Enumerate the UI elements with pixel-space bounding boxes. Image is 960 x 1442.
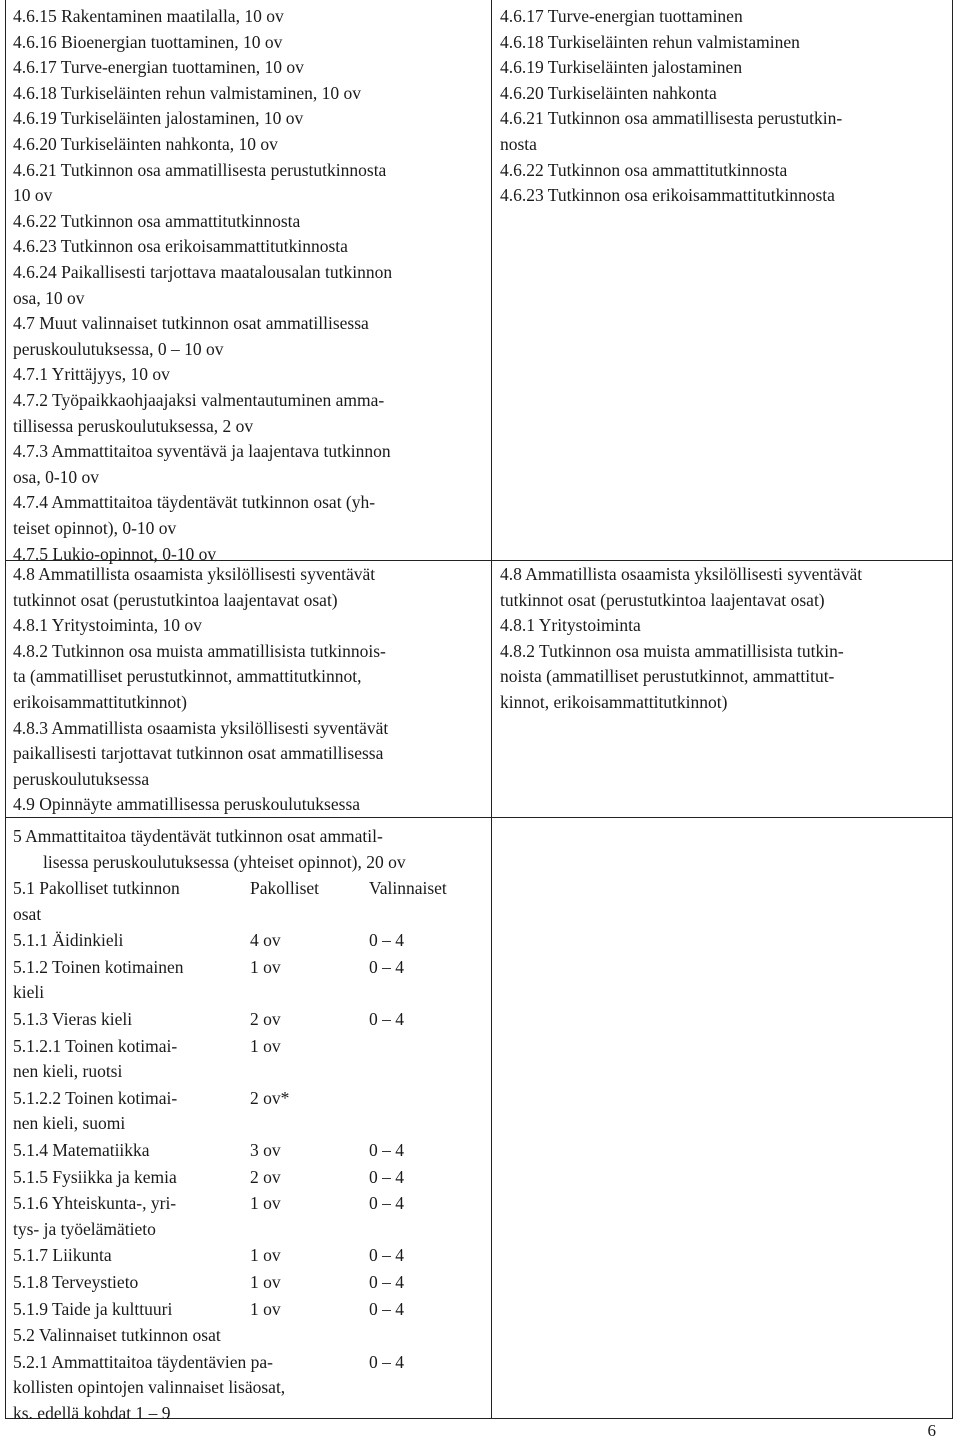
table-cell-optional: Valinnaiset <box>369 878 447 898</box>
table-cell-name: ks. edellä kohdat 1 – 9 <box>13 1403 171 1423</box>
text-line: tillisessa peruskoulutuksessa, 2 ov <box>13 415 254 436</box>
text-line: 4.8 Ammatillista osaamista yksilöllisesti syventävät <box>500 564 863 584</box>
text-line: peruskoulutuksessa, 0 – 10 ov <box>13 338 224 359</box>
table-cell-name: 5.2 Valinnaiset tutkinnon osat <box>13 1325 221 1346</box>
text-line: 4.8.1 Yritystoiminta, 10 ov <box>13 615 202 636</box>
table-cell-name: 5.1.2.2 Toinen kotimai- <box>13 1087 178 1108</box>
table-cell-optional: 0 – 4 <box>369 1140 404 1160</box>
table-cell-name: 5.1.6 Yhteiskunta-, yri- <box>13 1193 177 1214</box>
table-cell-optional: 0 – 4 <box>369 930 404 951</box>
text-line: 4.6.23 Tutkinnon osa erikoisammattitutkinnosta <box>500 185 835 206</box>
table-cell-name: osat <box>13 903 42 924</box>
table-cell-name: nen kieli, ruotsi <box>13 1061 123 1082</box>
table-cell-optional: 0 – 4 <box>369 1351 404 1372</box>
text-line: 4.6.18 Turkiseläinten rehun valmistaminen <box>500 31 800 52</box>
text-line: 4.7.5 Lukio-opinnot, 0-10 ov <box>13 543 217 564</box>
text-line: nosta <box>500 134 537 154</box>
table-cell-optional: 0 – 4 <box>369 1272 404 1292</box>
table-cell-mandatory: 1 ov <box>250 1298 281 1319</box>
table-cell-mandatory: Pakolliset <box>250 878 320 898</box>
table-cell-name: 5.1.7 Liikunta <box>13 1245 112 1266</box>
text-line: 4.8.3 Ammatillista osaamista yksilöllisesti syventävät <box>13 717 389 738</box>
table-cell-name: 5.1.4 Matematiikka <box>13 1140 150 1160</box>
text-line: 4.6.22 Tutkinnon osa ammattitutkinnosta <box>500 159 788 180</box>
table-cell-name: 5.1.1 Äidinkieli <box>13 930 124 951</box>
text-line: 4.8.2 Tutkinnon osa muista ammatillisista tutkin- <box>500 640 844 661</box>
table-cell-mandatory: 1 ov <box>250 956 281 977</box>
text-line: 4.8 Ammatillista osaamista yksilöllisesti syventävät <box>13 564 376 584</box>
text-line: peruskoulutuksessa <box>13 768 150 789</box>
table-cell-name: 5.1.3 Vieras kieli <box>13 1009 133 1029</box>
text-line: 4.6.22 Tutkinnon osa ammattitutkinnosta <box>13 210 301 231</box>
text-line: noista (ammatilliset perustutkinnot, ammattitut- <box>500 666 835 687</box>
text-line: 4.6.16 Bioenergian tuottaminen, 10 ov <box>13 31 283 52</box>
table-cell-mandatory: 1 ov <box>250 1245 281 1266</box>
text-line: lisessa peruskoulutuksessa (yhteiset opinnot), 20 ov <box>43 851 406 872</box>
text-line: 4.6.18 Turkiseläinten rehun valmistaminen, 10 ov <box>13 82 362 103</box>
text-line: osa, 10 ov <box>13 287 85 308</box>
table-cell-mandatory: 1 ov <box>250 1035 281 1056</box>
table-cell-name: kollisten opintojen valinnaiset lisäosat, <box>13 1377 286 1398</box>
row-divider-right-1 <box>491 560 953 561</box>
table-cell-optional: 0 – 4 <box>369 1193 404 1214</box>
text-line: 4.7.4 Ammattitaitoa täydentävät tutkinnon osat (yh- <box>13 492 376 513</box>
text-line: erikoisammattitutkinnot) <box>13 692 188 712</box>
page-number: 6 <box>927 1421 936 1440</box>
text-line: 4.6.15 Rakentaminen maatilalla, 10 ov <box>13 6 284 26</box>
row-divider-right-2 <box>491 817 953 818</box>
text-line: 4.8.1 Yritystoiminta <box>500 615 641 636</box>
table-cell-mandatory: 1 ov <box>250 1193 281 1214</box>
text-line: 4.6.20 Turkiseläinten nahkonta <box>500 82 717 103</box>
text-line: 4.9 Opinnäyte ammatillisessa peruskoulutuksessa <box>13 794 361 815</box>
table-cell-mandatory: 2 ov <box>250 1166 281 1187</box>
table-cell-mandatory: 2 ov <box>250 1009 281 1029</box>
table-cell-name: kieli <box>13 982 45 1003</box>
table-border-middle <box>491 0 492 1419</box>
table-cell-optional: 0 – 4 <box>369 1166 404 1187</box>
table-cell-mandatory: 4 ov <box>250 930 281 951</box>
text-line: 4.6.20 Turkiseläinten nahkonta, 10 ov <box>13 134 278 154</box>
table-cell-name: 5.1.8 Terveystieto <box>13 1272 139 1292</box>
table-cell-name: tys- ja työelämätieto <box>13 1218 156 1239</box>
text-line: 10 ov <box>13 185 53 206</box>
table-cell-optional: 0 – 4 <box>369 1009 404 1029</box>
table-cell-name: 5.1.2.1 Toinen kotimai- <box>13 1035 178 1056</box>
table-cell-name: 5.1 Pakolliset tutkinnon <box>13 878 180 898</box>
table-cell-name: 5.1.5 Fysiikka ja kemia <box>13 1166 177 1187</box>
table-cell-mandatory: 1 ov <box>250 1272 281 1292</box>
table-cell-name: 5.2.1 Ammattitaitoa täydentävien pa- <box>13 1351 273 1372</box>
table-border-right <box>952 0 953 1419</box>
text-line: 5 Ammattitaitoa täydentävät tutkinnon osat ammatil- <box>13 826 383 846</box>
table-cell-mandatory: 2 ov* <box>250 1087 290 1108</box>
text-line: 4.6.24 Paikallisesti tarjottava maatalousalan tutkinnon <box>13 262 393 282</box>
text-line: 4.6.19 Turkiseläinten jalostaminen <box>500 57 743 78</box>
text-line: ta (ammatilliset perustutkinnot, ammattitutkinnot, <box>13 666 362 687</box>
text-line: 4.6.21 Tutkinnon osa ammatillisesta perustutkin- <box>500 108 843 129</box>
text-line: 4.8.2 Tutkinnon osa muista ammatillisista tutkinnois- <box>13 640 386 661</box>
table-cell-mandatory: 3 ov <box>250 1140 281 1160</box>
text-line: 4.6.21 Tutkinnon osa ammatillisesta perustutkinnosta <box>13 159 387 180</box>
text-line: 4.6.17 Turve-energian tuottaminen, 10 ov <box>13 57 304 78</box>
text-line: 4.6.17 Turve-energian tuottaminen <box>500 6 743 26</box>
text-line: tutkinnot osat (perustutkintoa laajentavat osat) <box>13 589 338 610</box>
text-line: osa, 0-10 ov <box>13 466 100 487</box>
table-cell-optional: 0 – 4 <box>369 1245 404 1266</box>
table-cell-name: 5.1.9 Taide ja kulttuuri <box>13 1298 173 1319</box>
text-line: 4.7.3 Ammattitaitoa syventävä ja laajentava tutkinnon <box>13 441 391 462</box>
text-line: 4.6.19 Turkiseläinten jalostaminen, 10 ov <box>13 108 304 129</box>
text-line: 4.6.23 Tutkinnon osa erikoisammattitutkinnosta <box>13 236 348 257</box>
text-line: kinnot, erikoisammattitutkinnot) <box>500 692 728 712</box>
table-cell-optional: 0 – 4 <box>369 1298 404 1319</box>
table-cell-name: nen kieli, suomi <box>13 1113 126 1134</box>
text-line: teiset opinnot), 0-10 ov <box>13 518 177 538</box>
text-line: 4.7.2 Työpaikkaohjaajaksi valmentautuminen amma- <box>13 390 385 410</box>
table-border-left <box>5 0 6 1419</box>
text-line: 4.7.1 Yrittäjyys, 10 ov <box>13 364 170 385</box>
text-line: paikallisesti tarjottavat tutkinnon osat ammatillisessa <box>13 743 384 764</box>
text-line: tutkinnot osat (perustutkintoa laajentavat osat) <box>500 589 825 610</box>
text-line: 4.7 Muut valinnaiset tutkinnon osat ammatillisessa <box>13 313 369 334</box>
table-cell-optional: 0 – 4 <box>369 956 404 977</box>
table-cell-name: 5.1.2 Toinen kotimainen <box>13 956 184 977</box>
